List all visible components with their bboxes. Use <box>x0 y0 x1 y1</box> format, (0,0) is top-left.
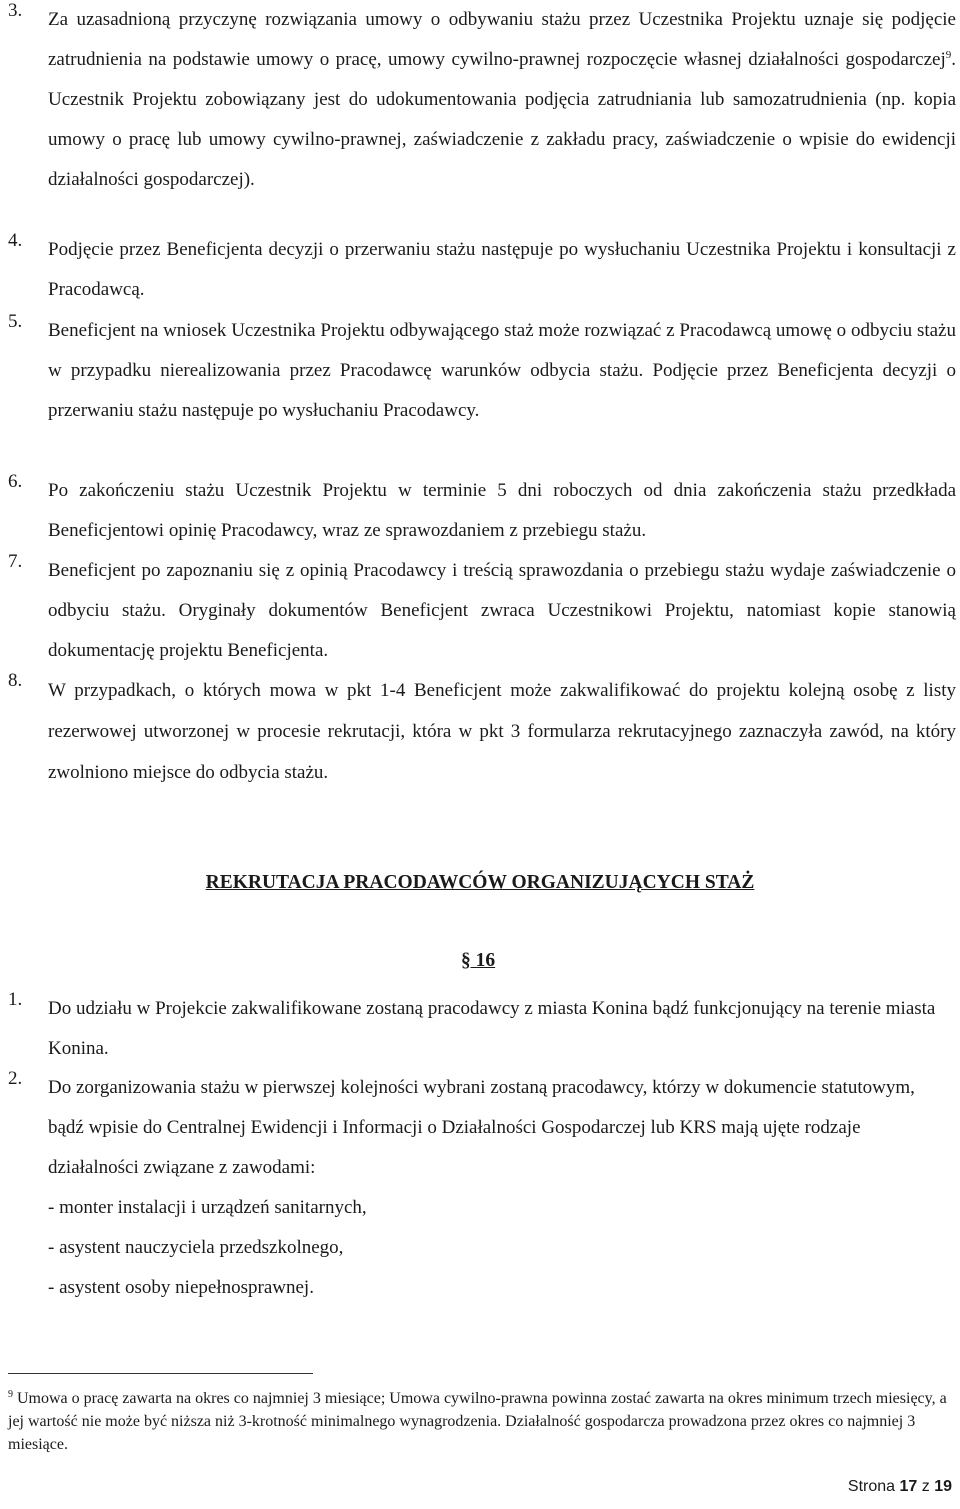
list-item <box>8 311 956 431</box>
item-number: 1. <box>8 989 23 1010</box>
item-text: W przypadkach, o których mowa w pkt 1-4 Beneficjent może zakwalifikować do projektu kolejną osobę z listy rezerwowej utworzonej w procesie rekrutacji, która w pkt 3 formularza rekrutacyjnego zaznaczyła zawód, na który zwolniono miejsce do odbycia stażu. <box>48 680 956 783</box>
footnote-reference[interactable]: 9 <box>945 49 952 61</box>
profession-item: - asystent nauczyciela przedszkolnego, <box>48 1237 344 1258</box>
item-text: Do udziału w Projekcie zakwalifikowane zostaną pracodawcy z miasta Konina bądź funkcjonujący na terenie miasta Konina. <box>48 998 936 1059</box>
footnote-mark: 9 <box>8 1389 13 1400</box>
total-pages: 19 <box>934 1478 952 1495</box>
list-item <box>8 551 956 671</box>
item-number: 5. <box>8 311 23 332</box>
item-text: Do zorganizowania stażu w pierwszej kolejności wybrani zostaną pracodawcy, którzy w dokumencie statutowym, bądź wpisie do Centralnej Ewidencji i Informacji o Działalności Gospodarczej lub KRS mają ujęte rodzaje działalności związane z zawodami: <box>48 1077 915 1178</box>
item-number: 7. <box>8 551 23 572</box>
list-item <box>8 0 956 200</box>
item-text: Beneficjent na wniosek Uczestnika Projektu odbywającego staż może rozwiązać z Pracodawcą umowę o odbyciu stażu w przypadku nierealizowania przez Pracodawcę warunków odbycia stażu. Podjęcie przez Beneficjenta decyzji o przerwaniu stażu następuje po wysłuchaniu Pracodawcy. <box>48 320 956 421</box>
current-page: 17 <box>899 1478 918 1495</box>
item-text: Po zakończeniu stażu Uczestnik Projektu w terminie 5 dni roboczych od dnia zakończenia stażu przedkłada Beneficjentowi opinię Pracodawcy, wraz ze sprawozdaniem z przebiegu stażu. <box>48 480 956 541</box>
profession-item: - monter instalacji i urządzeń sanitarnych, <box>48 1197 367 1218</box>
list-item <box>8 471 956 551</box>
item-text: Beneficjent po zapoznaniu się z opinią Pracodawcy i treścią sprawozdania o przebiegu stażu wydaje zaświadczenie o odbyciu stażu. Oryginały dokumentów Beneficjent zwraca Uczestnikowi Projektu, natomiast kopie stanowią dokumentację projektu Beneficjenta. <box>48 560 956 661</box>
footnote-text: Umowa o pracę zawarta na okres co najmniej 3 miesiące; Umowa cywilno-prawna powinna zostać zawarta na okres minimum trzech miesięcy, a jej wartość nie może być niższa niż 3-krotność minimalnego wynagrodzenia. Działalność gospodarcza prowadzona przez okres co najmniej 3 miesiące. <box>8 1390 947 1453</box>
page-number: Strona 17 z 19 <box>847 1478 952 1495</box>
item-number: 4. <box>8 230 23 251</box>
footnote <box>8 1387 948 1456</box>
section-heading: REKRUTACJA PRACODAWCÓW ORGANIZUJĄCYCH STAŻ <box>205 872 755 893</box>
paragraph-marker: § 16 <box>461 950 496 971</box>
item-number: 8. <box>8 670 23 691</box>
profession-list <box>48 1188 367 1308</box>
item-number: 6. <box>8 471 23 492</box>
footnote-separator <box>8 1373 313 1374</box>
item-text: Za uzasadnioną przyczynę rozwiązania umowy o odbywaniu stażu przez Uczestnika Projektu uznaje się podjęcie zatrudnienia na podstawie umowy o pracę, umowy cywilno-prawnej rozpoczęcie własnej działalności gospodarczej$^9$. Uczestnik Projektu zobowiązany jest do udokumentowania podjęcia zatrudniania lub samozatrudnienia (np. kopia umowy o pracę lub umowy cywilno-prawnej, zaświadczenie z zakładu pracy, zaświadczenie o wpisie do ewidencji działalności gospodarczej). <box>48 9 956 190</box>
profession-item: - asystent osoby niepełnosprawnej. <box>48 1277 314 1298</box>
item-text: Podjęcie przez Beneficjenta decyzji o przerwaniu stażu następuje po wysłuchaniu Uczestnika Projektu i konsultacji z Pracodawcą. <box>48 239 956 300</box>
item-number: 2. <box>8 1068 23 1089</box>
list-item <box>8 989 956 1069</box>
item-number: 3. <box>8 0 23 21</box>
list-item <box>8 1068 956 1188</box>
list-item <box>8 670 956 793</box>
list-item <box>8 230 956 310</box>
